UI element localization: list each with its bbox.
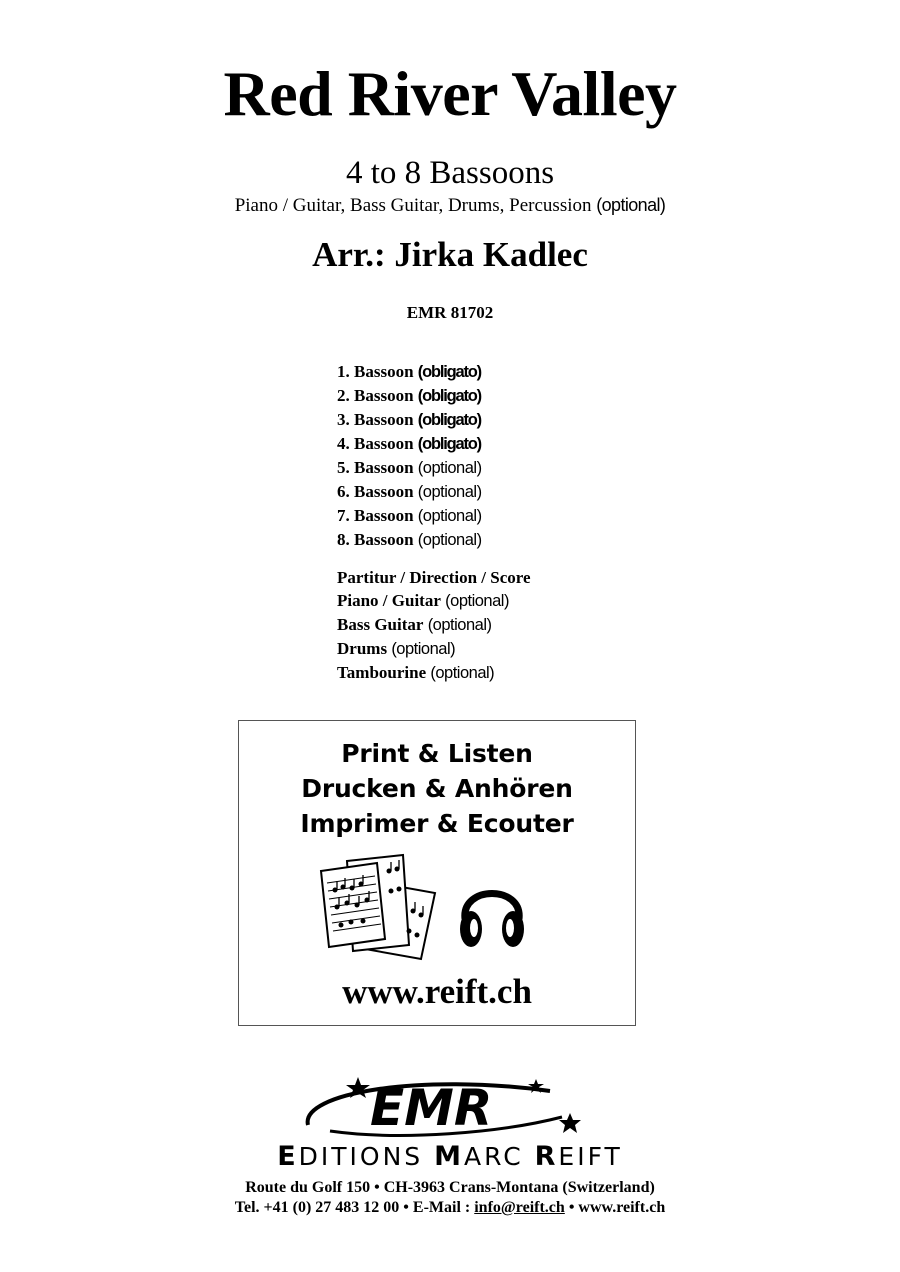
extra-tag: (optional) [445, 592, 509, 610]
extra-tag: (optional) [391, 640, 456, 658]
promo-line-french: Imprimer & Ecouter [300, 809, 574, 838]
sheet-music-icon [317, 851, 437, 961]
publisher-word-reift: EIFT [558, 1142, 623, 1171]
extra-row [337, 589, 531, 613]
part-tag: (obligato) [417, 435, 481, 453]
part-row [337, 456, 482, 480]
part-tag: (optional) [417, 483, 482, 501]
promo-line-english: Print & Listen [341, 739, 533, 768]
print-listen-box [238, 720, 636, 1026]
extra-tag: (optional) [430, 664, 495, 682]
extra-row [337, 566, 531, 589]
part-row [337, 408, 482, 432]
arranger: Arr.: Jirka Kadlec [312, 235, 588, 274]
headphones-icon [457, 871, 527, 951]
publisher-cap-r: R [534, 1141, 559, 1172]
part-name: 6. Bassoon [337, 482, 414, 501]
part-row [337, 360, 482, 384]
instrumentation-line [0, 196, 900, 215]
part-tag: (obligato) [417, 363, 481, 381]
catalog-number: EMR 81702 [406, 303, 494, 322]
extra-row [337, 661, 531, 685]
part-name: 4. Bassoon [337, 434, 414, 453]
part-name: 5. Bassoon [337, 458, 414, 477]
parts-list [337, 360, 482, 552]
instrumentation-text: Piano / Guitar, Bass Guitar, Drums, Percussion [234, 195, 592, 216]
part-tag: (obligato) [417, 387, 481, 405]
extra-name: Drums [337, 639, 388, 658]
page-title: Red River Valley [223, 58, 677, 129]
publisher-word-editions: DITIONS [298, 1142, 435, 1171]
publisher-address: Route du Golf 150 • CH-3963 Crans-Montana (Switzerland) [245, 1179, 655, 1196]
extras-list [337, 566, 531, 685]
extra-name: Partitur / Direction / Score [337, 568, 531, 587]
part-row [337, 528, 482, 552]
part-row [337, 384, 482, 408]
publisher-word-marc: ARC [463, 1142, 535, 1171]
part-name: 2. Bassoon [337, 386, 414, 405]
publisher-name [0, 1143, 900, 1170]
extra-name: Tambourine [337, 663, 427, 682]
extra-row [337, 613, 531, 637]
part-row [337, 432, 482, 456]
promo-line-german: Drucken & Anhören [301, 774, 573, 803]
part-name: 1. Bassoon [337, 362, 414, 381]
emr-logo [300, 1073, 600, 1143]
part-name: 7. Bassoon [337, 506, 414, 525]
publisher-contact [0, 1200, 900, 1216]
publisher-cap-m: M [434, 1141, 464, 1172]
publisher-cap-e: E [277, 1141, 299, 1172]
part-tag: (optional) [417, 531, 482, 549]
part-tag: (optional) [417, 459, 482, 477]
part-row [337, 504, 482, 528]
extra-row [337, 637, 531, 661]
publisher-web[interactable]: • www.reift.ch [564, 1199, 666, 1216]
part-row [337, 480, 482, 504]
instrumentation-optional: (optional) [596, 195, 666, 215]
part-name: 8. Bassoon [337, 530, 414, 549]
extra-name: Piano / Guitar [337, 591, 441, 610]
extra-name: Bass Guitar [337, 615, 424, 634]
part-tag: (optional) [417, 507, 482, 525]
part-name: 3. Bassoon [337, 410, 414, 429]
publisher-tel: Tel. +41 (0) 27 483 12 00 • E-Mail : [234, 1199, 475, 1216]
emr-logo-text: EMR [370, 1079, 493, 1137]
promo-website-link[interactable]: www.reift.ch [342, 972, 532, 1011]
subtitle: 4 to 8 Bassoons [345, 155, 555, 191]
extra-tag: (optional) [427, 616, 492, 634]
part-tag: (obligato) [417, 411, 481, 429]
email-link[interactable]: info@reift.ch [474, 1199, 565, 1216]
